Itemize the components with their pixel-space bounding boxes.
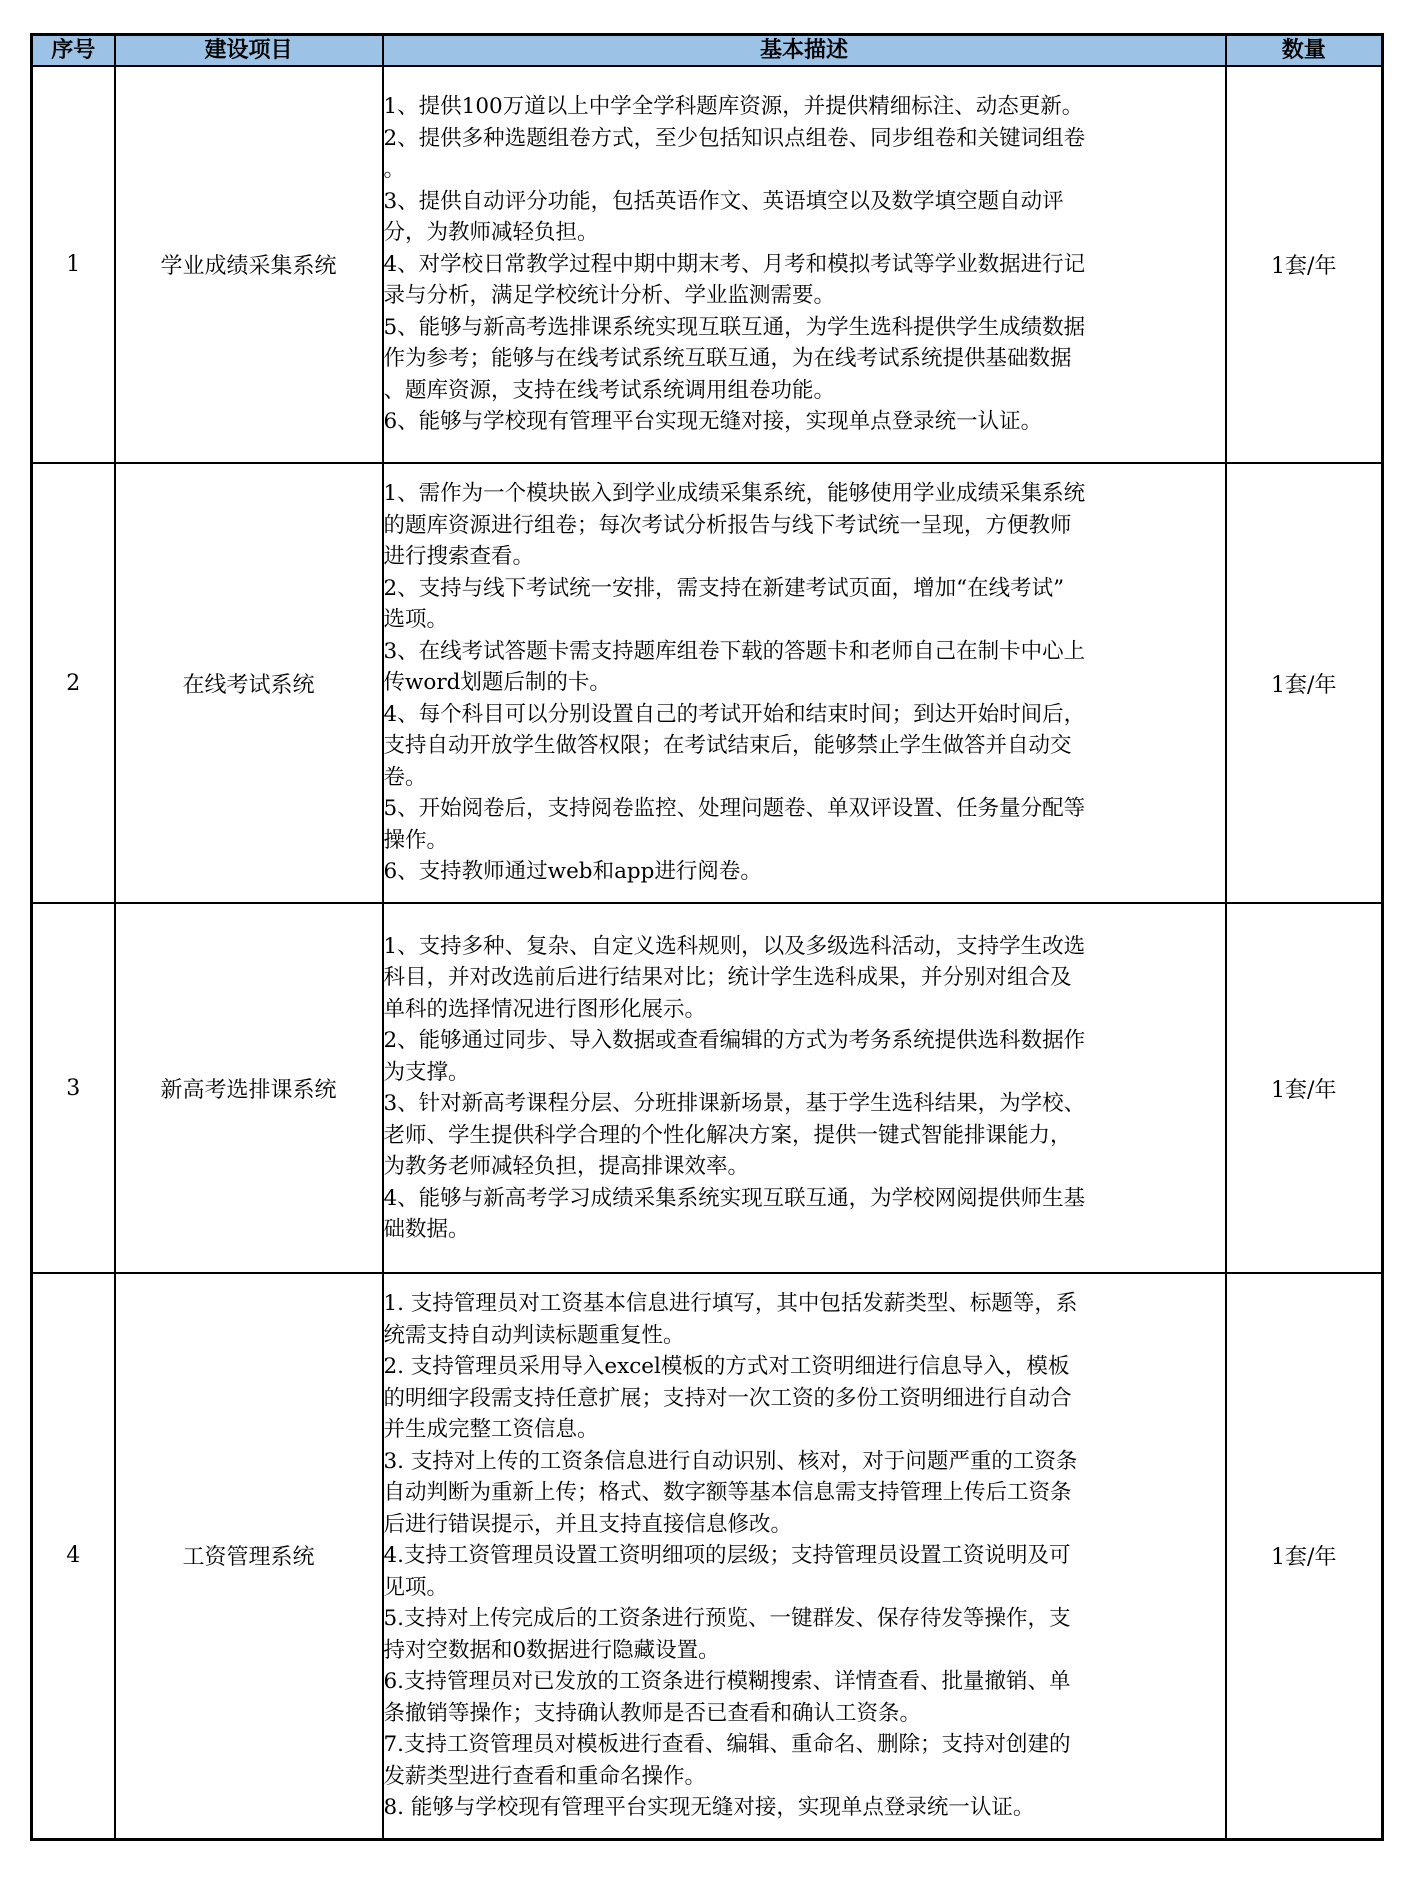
description-line: 8. 能够与学校现有管理平台实现无缝对接，实现单点登录统一认证。 (383, 1795, 1035, 1820)
description-line: 3. 支持对上传的工资条信息进行自动识别、核对，对于问题严重的工资条 (383, 1448, 1078, 1474)
row-number: 2 (32, 463, 115, 903)
description-line: 为支撑。 (383, 1059, 470, 1085)
description-line: 2、提供多种选题组卷方式，至少包括知识点组卷、同步组卷和关键词组卷 (383, 125, 1086, 151)
description-line: 础数据。 (383, 1217, 470, 1242)
header-qty: 数量 (1226, 35, 1383, 67)
description-line: 4、对学校日常教学过程中期中期末考、月考和模拟考试等学业数据进行记 (383, 251, 1086, 277)
project-description (383, 66, 1226, 463)
row-number: 3 (32, 903, 115, 1273)
row-number: 4 (32, 1273, 115, 1839)
description-line: 条撤销等操作；支持确认教师是否已查看和确认工资条。 (383, 1700, 922, 1726)
description-line: 的明细字段需支持任意扩展；支持对一次工资的多份工资明细进行自动合 (383, 1385, 1072, 1411)
description-line: 6、能够与学校现有管理平台实现无缝对接，实现单点登录统一认证。 (383, 409, 1043, 435)
description-line: 分，为教师减轻负担。 (383, 220, 599, 246)
description-line: 5、开始阅卷后，支持阅卷监控、处理问题卷、单双评设置、任务量分配等 (383, 796, 1086, 822)
description-line: 录与分析，满足学校统计分析、学业监测需要。 (383, 283, 836, 309)
row-number: 1 (32, 66, 115, 463)
header-row (32, 35, 1383, 67)
description-line: 3、提供自动评分功能，包括英语作文、英语填空以及数学填空题自动评 (383, 188, 1064, 214)
description-line: 后进行错误提示，并且支持直接信息修改。 (383, 1511, 793, 1537)
description-line: 见项。 (383, 1574, 449, 1600)
header-name: 建设项目 (115, 35, 383, 67)
project-name: 新高考选排课系统 (115, 903, 383, 1273)
project-description (383, 463, 1226, 903)
description-line: 3、针对新高考课程分层、分班排课新场景，基于学生选科结果，为学校、 (383, 1091, 1086, 1116)
quantity: 1套/年 (1226, 1273, 1383, 1839)
description-line: 7.支持工资管理员对模板进行查看、编辑、重命名、删除；支持对创建的 (383, 1732, 1071, 1757)
description-line: 进行搜索查看。 (383, 544, 535, 570)
description-line: 的题库资源进行组卷；每次考试分析报告与线下考试统一呈现，方便教师 (383, 512, 1072, 538)
table-row (32, 903, 1383, 1273)
quantity: 1套/年 (1226, 903, 1383, 1273)
description-line: 发薪类型进行查看和重命名操作。 (383, 1763, 707, 1789)
quantity: 1套/年 (1226, 66, 1383, 463)
table-row (32, 1273, 1383, 1839)
header-desc: 基本描述 (383, 35, 1226, 67)
description-line: 3、在线考试答题卡需支持题库组卷下载的答题卡和老师自己在制卡中心上 (383, 638, 1086, 664)
table-row (32, 66, 1383, 463)
description-line: 1、支持多种、复杂、自定义选科规则，以及多级选科活动，支持学生改选 (383, 933, 1086, 959)
description-line: 卷。 (383, 764, 427, 790)
description-line: 4、能够与新高考学习成绩采集系统实现互联互通，为学校网阅提供师生基 (383, 1185, 1086, 1211)
description-line: 5、能够与新高考选排课系统实现互联互通，为学生选科提供学生成绩数据 (383, 314, 1086, 340)
header-num: 序号 (32, 35, 115, 67)
description-line: 6.支持管理员对已发放的工资条进行模糊搜索、详情查看、批量撤销、单 (383, 1669, 1071, 1694)
quantity: 1套/年 (1226, 463, 1383, 903)
description-line: 2. 支持管理员采用导入excel模板的方式对工资明细进行信息导入，模板 (383, 1354, 1070, 1379)
description-line: 6、支持教师通过web和app进行阅卷。 (383, 859, 762, 885)
description-line: 传word划题后制的卡。 (383, 670, 611, 696)
description-line: 选项。 (383, 607, 449, 633)
description-line: 自动判断为重新上传；格式、数字额等基本信息需支持管理上传后工资条 (383, 1480, 1072, 1505)
project-name: 在线考试系统 (115, 463, 383, 903)
description-line: 2、支持与线下考试统一安排，需支持在新建考试页面，增加“在线考试” (383, 575, 1065, 601)
description-line: 并生成完整工资信息。 (383, 1417, 599, 1442)
description-line: 、题库资源，支持在线考试系统调用组卷功能。 (383, 377, 836, 403)
description-line: 1. 支持管理员对工资基本信息进行填写，其中包括发薪类型、标题等，系 (383, 1291, 1078, 1316)
description-line: 老师、学生提供科学合理的个性化解决方案，提供一键式智能排课能力， (383, 1122, 1072, 1148)
project-description (383, 1273, 1226, 1839)
description-line: 4.支持工资管理员设置工资明细项的层级；支持管理员设置工资说明及可 (383, 1543, 1071, 1568)
description-line: 1、提供100万道以上中学全学科题库资源，并提供精细标注、动态更新。 (383, 94, 1084, 120)
description-line: 操作。 (383, 827, 449, 853)
description-line: 5.支持对上传完成后的工资条进行预览、一键群发、保存待发等操作，支 (383, 1606, 1071, 1631)
description-line: 统需支持自动判读标题重复性。 (383, 1322, 685, 1348)
description-line: 4、每个科目可以分别设置自己的考试开始和结束时间；到达开始时间后， (383, 701, 1086, 727)
description-line: 支持自动开放学生做答权限；在考试结束后，能够禁止学生做答并自动交 (383, 733, 1072, 759)
description-line: 2、能够通过同步、导入数据或查看编辑的方式为考务系统提供选科数据作 (383, 1028, 1086, 1053)
description-line: 。 (383, 157, 406, 183)
description-line: 为教务老师减轻负担，提高排课效率。 (383, 1154, 750, 1179)
project-name: 工资管理系统 (115, 1273, 383, 1839)
description-line: 持对空数据和0数据进行隐藏设置。 (383, 1637, 720, 1663)
description-line: 作为参考；能够与在线考试系统互联互通，为在线考试系统提供基础数据 (383, 346, 1072, 372)
description-line: 科目，并对改选前后进行结果对比；统计学生选科成果，并分别对组合及 (383, 965, 1072, 990)
description-line: 单科的选择情况进行图形化展示。 (383, 996, 707, 1022)
description-line: 1、需作为一个模块嵌入到学业成绩采集系统，能够使用学业成绩采集系统 (383, 481, 1086, 507)
table-row (32, 463, 1383, 903)
project-name: 学业成绩采集系统 (115, 66, 383, 463)
project-description (383, 903, 1226, 1273)
requirements-table (30, 33, 1384, 1841)
